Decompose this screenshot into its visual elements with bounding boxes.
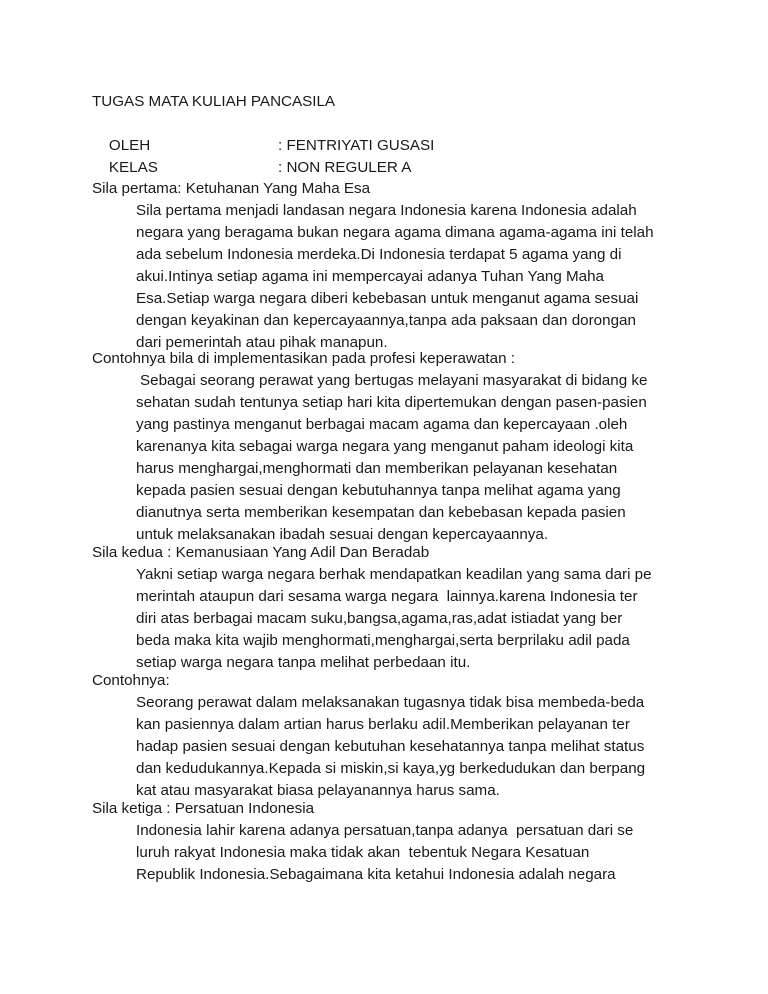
- sila1-example-line: kepada pasien sesuai dengan kebutuhannya tanpa melihat agama yang: [136, 482, 621, 499]
- sila1-example-heading: Contohnya bila di implementasikan pada profesi keperawatan :: [92, 350, 515, 367]
- sila1-line: akui.Intinya setiap agama ini mempercayai adanya Tuhan Yang Maha: [136, 268, 605, 285]
- document-title: TUGAS MATA KULIAH PANCASILA: [92, 93, 336, 110]
- sila1-line: dari pemerintah atau pihak manapun.: [136, 334, 388, 351]
- sila2-line: diri atas berbagai macam suku,bangsa,agama,ras,adat istiadat yang ber: [136, 610, 623, 627]
- sila3-line: Indonesia lahir karena adanya persatuan,tanpa adanya persatuan dari se: [136, 822, 634, 839]
- sila1-example-line: yang pastinya menganut berbagai macam agama dan kepercayaan .oleh: [136, 416, 628, 433]
- sila1-example-line: dianutnya serta memberikan kesempatan dan kebebasan kepada pasien: [136, 504, 626, 521]
- sila2-example-line: dan kedudukannya.Kepada si miskin,si kaya,yg berkedudukan dan berpang: [136, 760, 646, 777]
- sila1-line: ada sebelum Indonesia merdeka.Di Indonesia terdapat 5 agama yang di: [136, 246, 622, 263]
- sila1-line: Sila pertama menjadi landasan negara Indonesia karena Indonesia adalah: [136, 202, 637, 219]
- sila2-example-heading: Contohnya:: [92, 672, 170, 689]
- sila3-heading: Sila ketiga : Persatuan Indonesia: [92, 800, 315, 817]
- sila2-heading: Sila kedua : Kemanusiaan Yang Adil Dan Beradab: [92, 544, 430, 561]
- sila3-line: luruh rakyat Indonesia maka tidak akan tebentuk Negara Kesatuan: [136, 844, 590, 861]
- sila1-example-line: sehatan sudah tentunya setiap hari kita dipertemukan dengan pasen-pasien: [136, 394, 647, 411]
- sila1-example-line: untuk melaksanakan ibadah sesuai dengan kepercayaannya.: [136, 526, 549, 543]
- sila2-example-line: kat atau masyarakat biasa pelayanannya harus sama.: [136, 782, 500, 799]
- sila1-example-line: karenanya kita sebagai warga negara yang menganut paham ideologi kita: [136, 438, 634, 455]
- author-value: : FENTRIYATI GUSASI: [278, 137, 435, 154]
- class-label: KELAS: [108, 159, 158, 176]
- sila1-line: dengan keyakinan dan kepercayaannya,tanpa ada paksaan dan dorongan: [136, 312, 636, 329]
- sila1-heading: Sila pertama: Ketuhanan Yang Maha Esa: [92, 180, 371, 197]
- sila2-line: Yakni setiap warga negara berhak mendapatkan keadilan yang sama dari pe: [136, 566, 652, 583]
- sila2-example-line: hadap pasien sesuai dengan kebutuhan kesehatannya tanpa melihat status: [136, 738, 645, 755]
- sila1-line: negara yang beragama bukan negara agama dimana agama-agama ini telah: [136, 224, 654, 241]
- sila2-example-line: kan pasiennya dalam artian harus berlaku adil.Memberikan pelayanan ter: [136, 716, 630, 733]
- sila3-line: Republik Indonesia.Sebagaimana kita ketahui Indonesia adalah negara: [136, 866, 616, 883]
- sila2-line: beda maka kita wajib menghormati,menghargai,serta berprilaku adil pada: [136, 632, 630, 649]
- sila2-line: setiap warga negara tanpa melihat perbedaan itu.: [136, 654, 471, 671]
- sila1-line: Esa.Setiap warga negara diberi kebebasan untuk menganut agama sesuai: [136, 290, 639, 307]
- sila1-example-line: harus menghargai,menghormati dan memberikan pelayanan kesehatan: [136, 460, 618, 477]
- class-value: : NON REGULER A: [278, 159, 412, 176]
- sila1-example-line: Sebagai seorang perawat yang bertugas melayani masyarakat di bidang ke: [140, 372, 648, 389]
- sila2-line: merintah ataupun dari sesama warga negara lainnya.karena Indonesia ter: [136, 588, 638, 605]
- author-label: OLEH: [108, 137, 151, 154]
- sila2-example-line: Seorang perawat dalam melaksanakan tugasnya tidak bisa membeda-beda: [136, 694, 645, 711]
- author-row: [92, 113, 435, 154]
